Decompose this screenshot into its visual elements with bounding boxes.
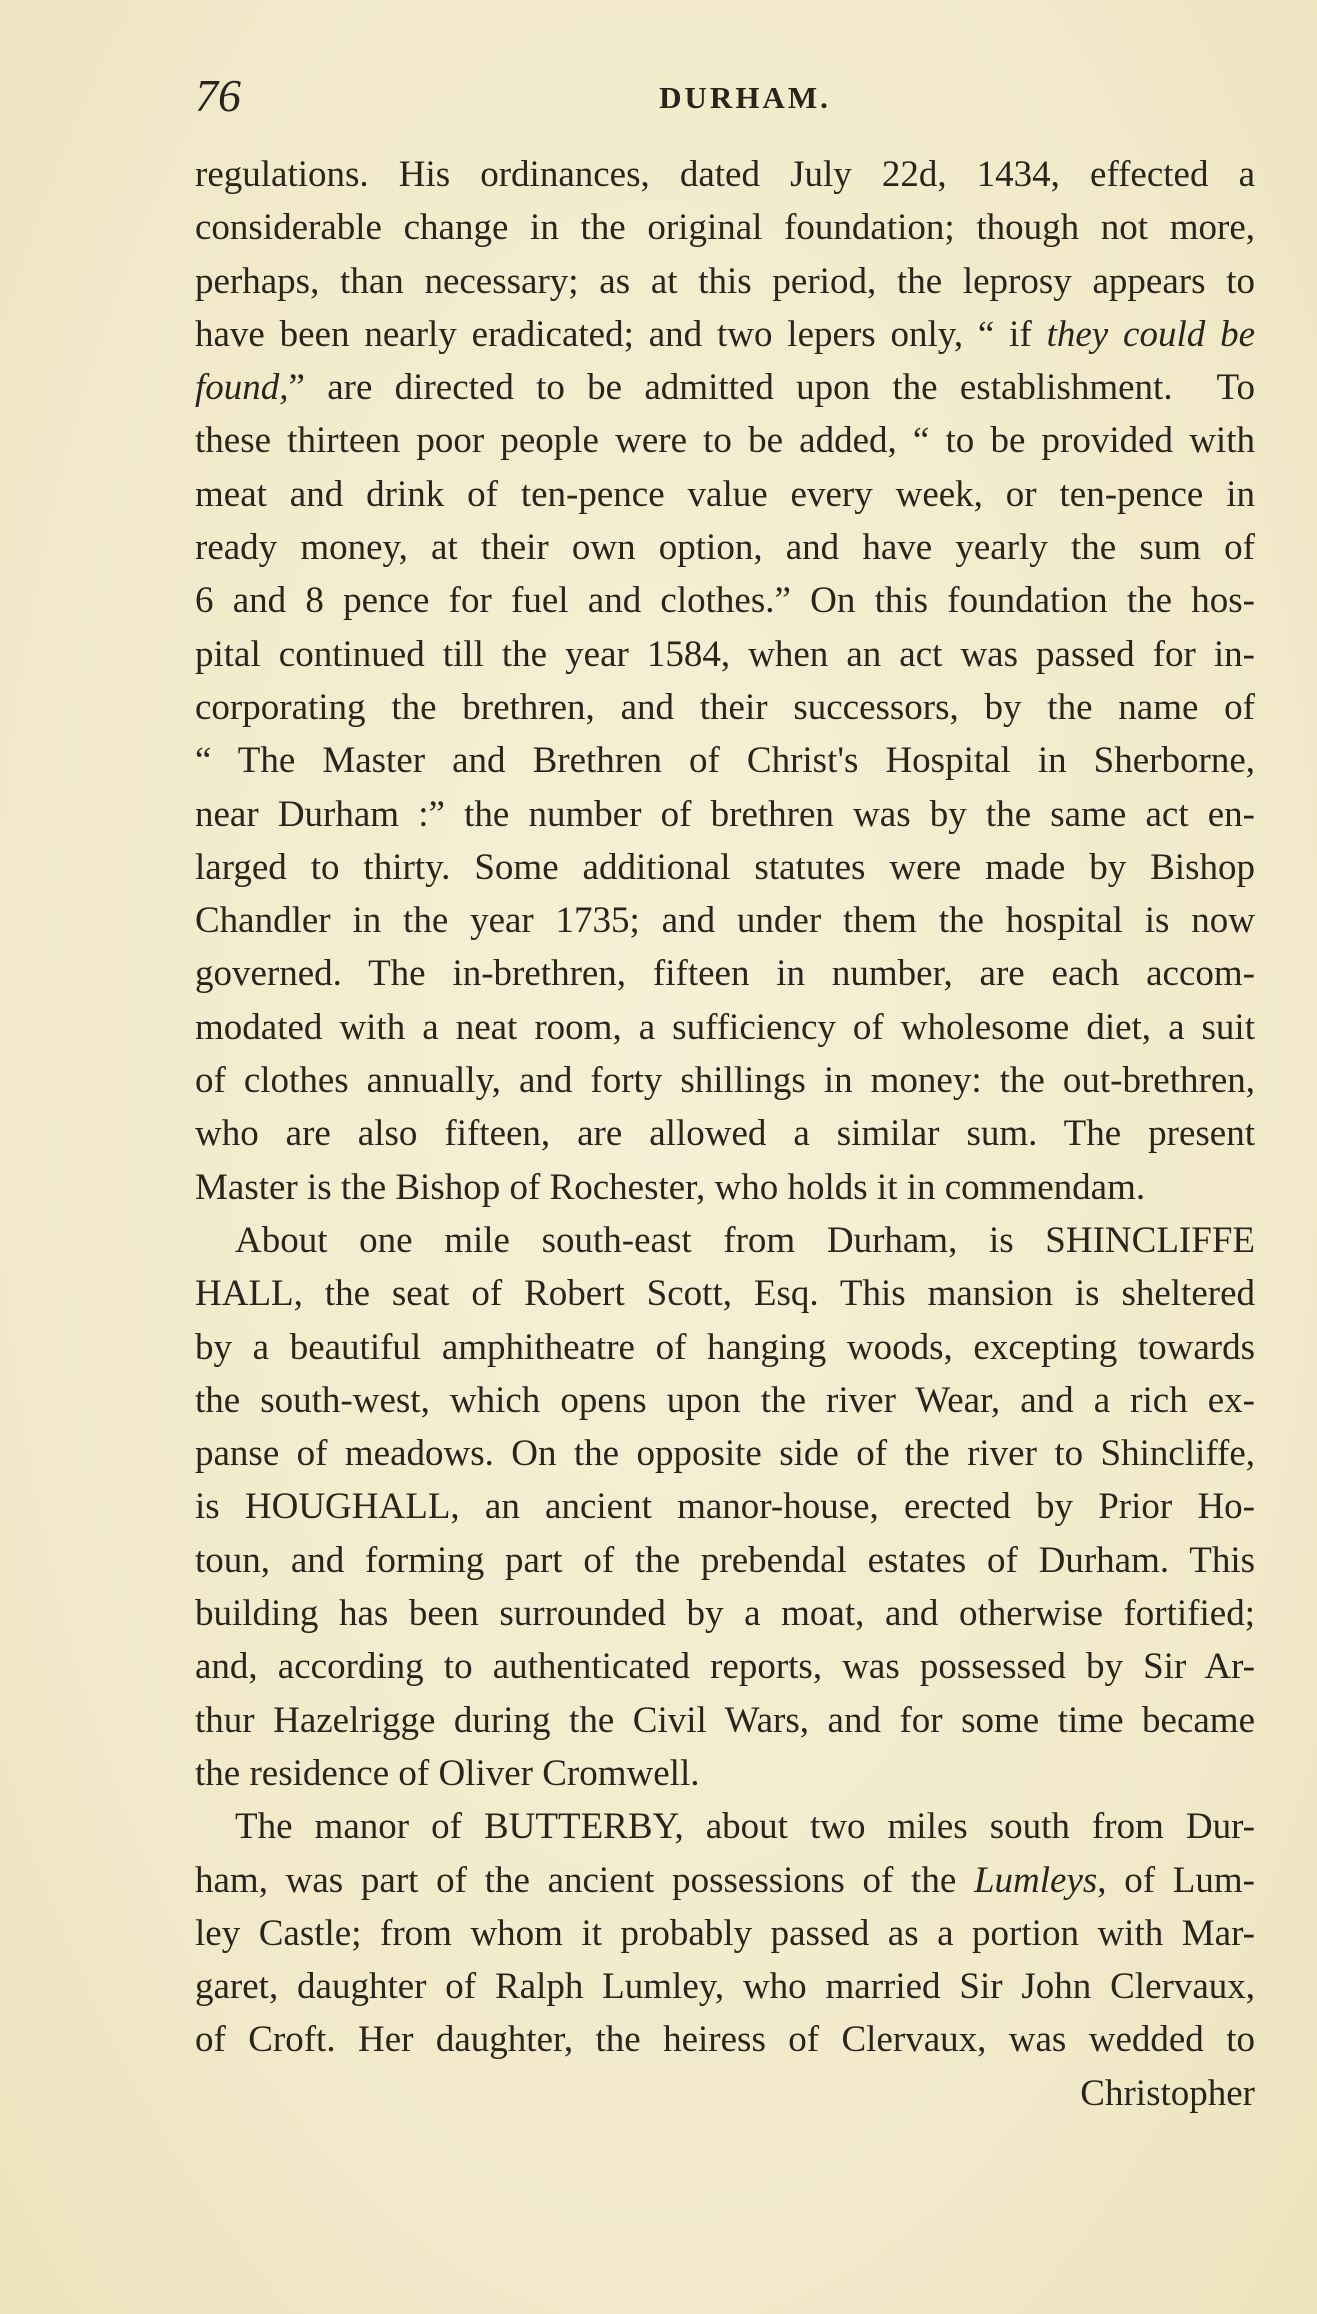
text-line: “ The Master and Brethren of Christ's Hospital in Sherborne, [195,740,1255,782]
text-line: near Durham :” the number of brethren was by the same act en- [195,793,1255,835]
text-line: governed. The in-brethren, fifteen in number, are each accom- [195,953,1255,995]
text-line: modated with a neat room, a sufficiency of wholesome diet, a suit [195,1006,1255,1048]
text-line: larged to thirty. Some additional statutes were made by Bishop [195,846,1255,888]
text-line: have been nearly eradicated; and two lepers only, “ if they could be [195,313,1255,355]
text-line: by a beautiful amphitheatre of hanging woods, excepting towards [195,1326,1255,1368]
text-line: 6 and 8 pence for fuel and clothes.” On this foundation the hos- [195,580,1255,622]
text-line: regulations. His ordinances, dated July 22d, 1434, effected a [195,154,1255,195]
text-line: the residence of Oliver Cromwell. [195,1752,700,1794]
italic-quote: found, [195,367,289,409]
text-line: garet, daughter of Ralph Lumley, who married Sir John Clervaux, [195,1966,1255,2008]
italic-name: Lumleys [973,1859,1098,1901]
text-line: meat and drink of ten-pence value every week, or ten-pence in [195,473,1255,515]
text-line: HALL, the seat of Robert Scott, Esq. This mansion is sheltered [195,1273,1255,1315]
text-line: panse of meadows. On the opposite side of the river to Shincliffe, [195,1433,1255,1475]
page-header [195,66,1255,126]
text-line: ham, was part of the ancient possessions of the Lumleys, of Lum- [195,1859,1255,1901]
text-line: building has been surrounded by a moat, and otherwise fortified; [195,1593,1255,1635]
text-line: corporating the brethren, and their successors, by the name of [195,686,1255,728]
text-line: these thirteen poor people were to be added, “ to be provided with [195,420,1255,462]
running-head: DURHAM. [659,80,831,115]
text-line: The manor of BUTTERBY, about two miles south from Dur- [235,1806,1255,1848]
text-line: of Croft. Her daughter, the heiress of Clervaux, was wedded to [195,2019,1255,2061]
text-line: who are also fifteen, are allowed a similar sum. The present [195,1113,1255,1155]
text-line: the south-west, which opens upon the river Wear, and a rich ex- [195,1379,1255,1421]
italic-quote: they could be [1046,313,1255,355]
text-line: found,” are directed to be admitted upon the establishment. To [195,367,1255,409]
text-line: and, according to authenticated reports, was possessed by Sir Ar- [195,1646,1255,1688]
text-line: of clothes annually, and forty shillings in money: the out-brethren, [195,1060,1255,1102]
page-number: 76 [195,70,241,121]
catchword: Christopher [1080,2072,1255,2114]
text-line: pital continued till the year 1584, when an act was passed for in- [195,633,1255,675]
text-line: About one mile south-east from Durham, is SHINCLIFFE [235,1219,1255,1261]
text-line: Chandler in the year 1735; and under them the hospital is now [195,900,1255,942]
text-line: ready money, at their own option, and have yearly the sum of [195,527,1255,569]
text-line: is HOUGHALL, an ancient manor-house, erected by Prior Ho- [195,1486,1255,1528]
text-line: toun, and forming part of the prebendal estates of Durham. This [195,1539,1255,1581]
text-line: perhaps, than necessary; as at this period, the leprosy appears to [195,260,1255,302]
body-text [195,148,1255,2120]
text-line: considerable change in the original foundation; though not more, [195,207,1255,249]
text-line: ley Castle; from whom it probably passed as a portion with Mar- [195,1912,1255,1954]
text-line: Master is the Bishop of Rochester, who holds it in commendam. [195,1166,1146,1208]
text-line: thur Hazelrigge during the Civil Wars, and for some time became [195,1699,1255,1741]
